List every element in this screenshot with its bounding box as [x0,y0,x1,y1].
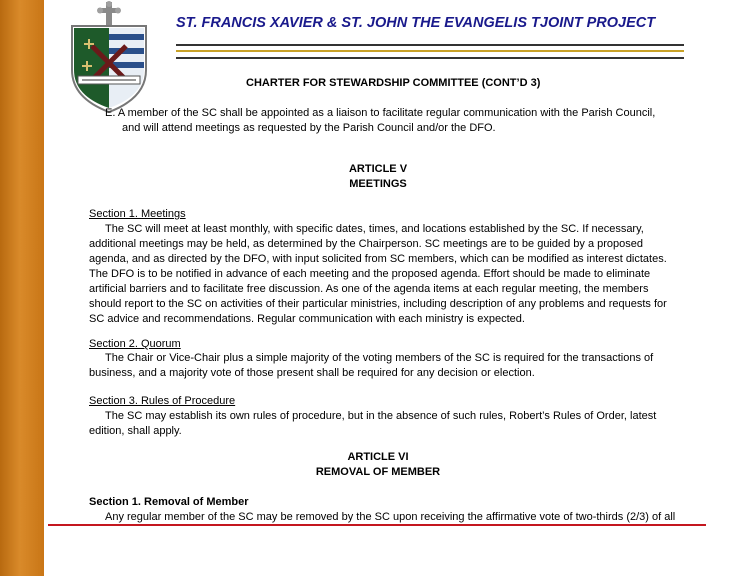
section-2-quorum-body [89,351,729,381]
parish-crest-logo [62,0,156,118]
article-vi-title: REMOVAL OF MEMBER [315,466,441,478]
section-1-removal-body: Any regular member of the SC may be removed by the SC upon receiving the affirmative vote of two-thirds (2/3) of all [105,511,676,523]
paragraph-line: additional meetings may be held, as determined by the Chairperson. SC meetings are to be guided by a proposed [89,238,644,250]
left-sidebar-bar [0,0,44,576]
item-e-line-1: E. A member of the SC shall be appointed as a liaison to facilitate regular communication with the Parish Council, [105,107,656,119]
paragraph-line: SC advice and recommendations. Regular communication with each ministry is expected. [89,313,525,325]
section-3-rules-heading: Section 3. Rules of Procedure [89,395,236,407]
title-divider-line-gold [176,50,684,52]
article-v-title: MEETINGS [349,178,407,190]
charter-subtitle: CHARTER FOR STEWARDSHIP COMMITTEE (CONT’D 3) [246,77,541,89]
title-divider-line [176,44,684,46]
paragraph-line: edition, shall apply. [89,425,182,437]
title-divider-line-lower [176,57,684,59]
paragraph-line: artificial barriers and to facilitate free discussion. As one of the agenda items at each regular meeting, the members [89,283,649,295]
item-e-line-2: and will attend meetings as requested by the Parish Council and/or the DFO. [122,122,496,134]
paragraph-line: agenda, and as directed by the DFO, with input solicited from SC members, which can be modified as interest dictates. [89,253,667,265]
section-1-meetings-body [89,222,729,327]
paragraph-line: business, and a majority vote of those present shall be required for any decision or election. [89,367,535,379]
bottom-divider-line [48,524,706,526]
article-vi-number: ARTICLE VI [347,451,409,463]
section-1-removal-heading: Section 1. Removal of Member [89,496,249,508]
paragraph-line: The DFO is to be notified in advance of each meeting and the proposed agenda. Effort should be made to eliminate [89,268,651,280]
paragraph-line: The SC will meet at least monthly, with specific dates, times, and locations established by the SC. If necessary, [105,223,644,235]
paragraph-line: The Chair or Vice-Chair plus a simple majority of the voting members of the SC is required for the transactions of [105,352,654,364]
page-title: ST. FRANCIS XAVIER & ST. JOHN THE EVANGELIS TJOINT PROJECT [176,15,656,31]
paragraph-line: The SC may establish its own rules of procedure, but in the absence of such rules, Robert’s Rules of Order, latest [105,410,657,422]
paragraph-line: should report to the SC on activities of their particular ministries, including description of any problems and requests for [89,298,667,310]
section-1-meetings-heading: Section 1. Meetings [89,208,186,220]
article-v-number: ARTICLE V [348,163,408,175]
section-3-rules-body [89,409,729,439]
section-2-quorum-heading: Section 2. Quorum [89,338,181,350]
